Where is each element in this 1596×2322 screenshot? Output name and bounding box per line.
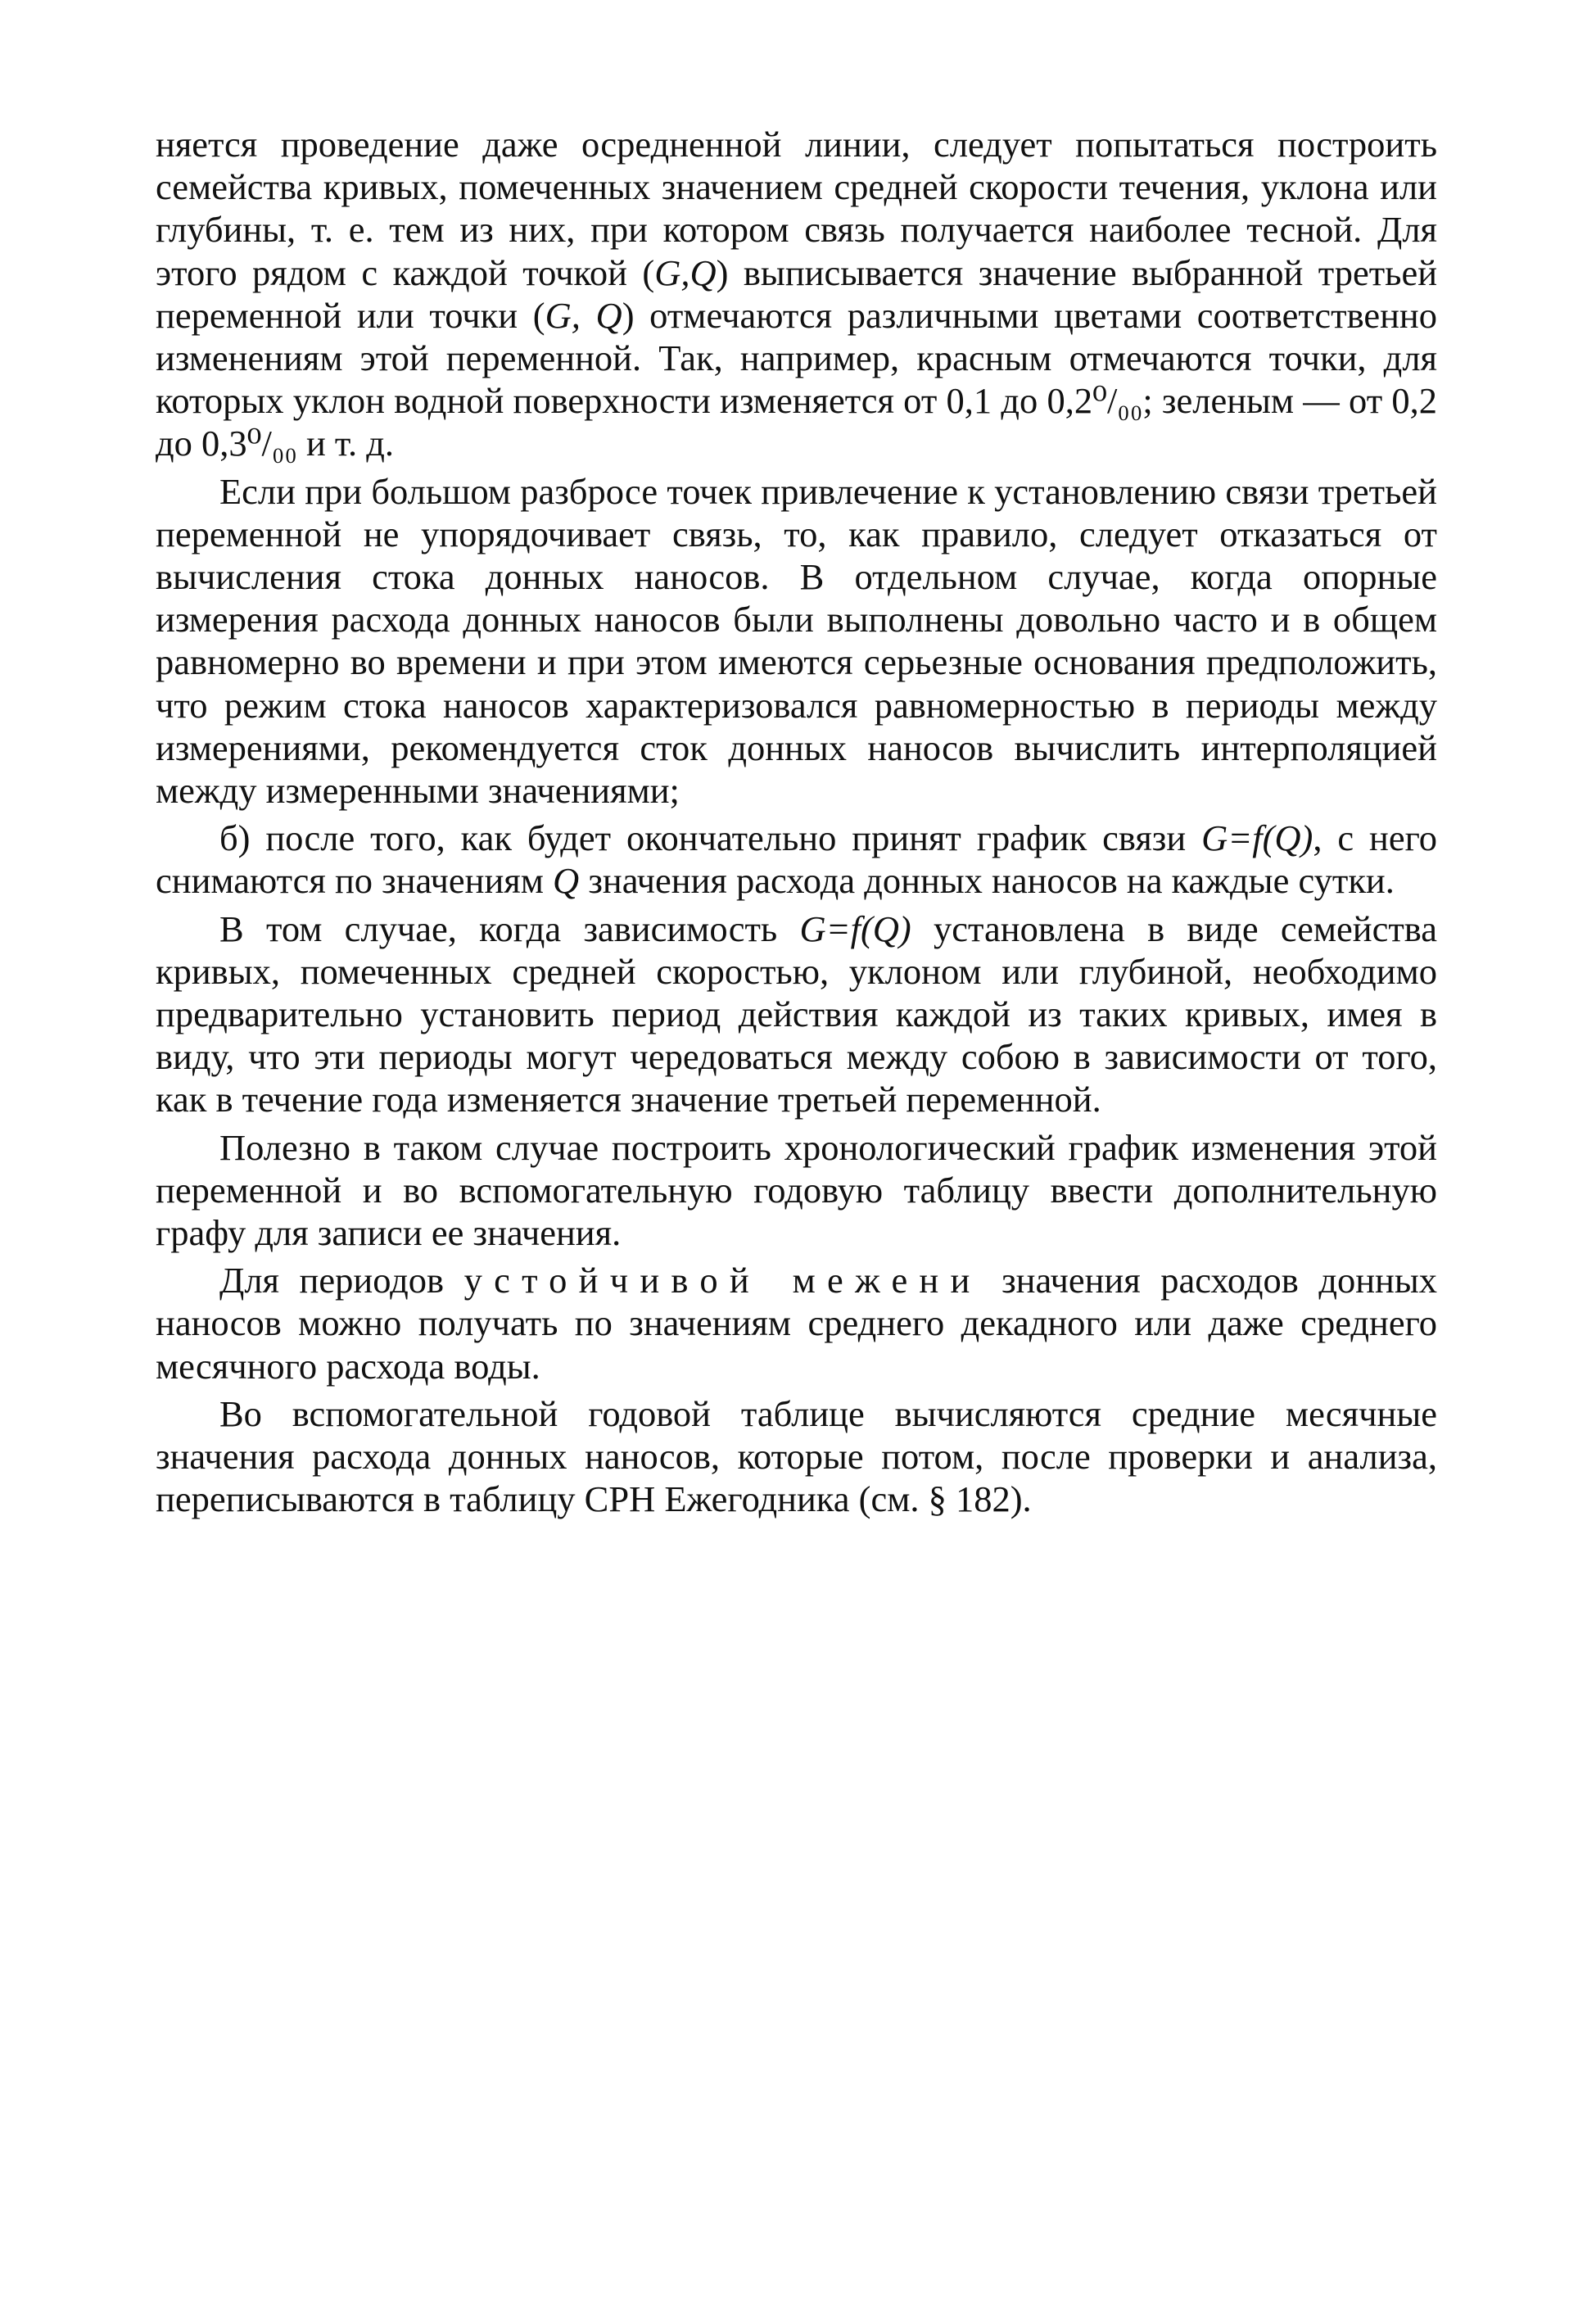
text-run: значения расходов донных наносов можно получать по значениям среднего декадного или даже среднего месячного расхода воды. <box>156 1260 1437 1387</box>
text-run: устойчивой межени <box>463 1260 982 1301</box>
text-run: G=f(Q) <box>799 908 911 949</box>
paragraph-5 <box>156 1126 1437 1255</box>
paragraph-3 <box>156 817 1437 902</box>
paragraph-6 <box>156 1259 1437 1387</box>
text-run: G, Q <box>545 294 622 336</box>
text-run: Если при большом разбросе точек привлечение к установлению связи третьей переменной не упорядочивает связь, то, как правило, следует отказаться от вычисления стока донных наносов. В отдельном случае, когда опорные измерения расхода донных наносов были выполнены довольно часто и в общем равномерно во времени и при этом имеются серьезные основания предположить, что режим стока наносов характеризовался равномерностью в периоды между измерениями, рекомендуется сток донных наносов вычислить интерполяцией между измеренными значениями; <box>156 470 1437 812</box>
text-run: Для периодов <box>219 1260 464 1301</box>
text-run: установлена в виде семейства кривых, помеченных средней скоростью, уклоном или глубиной, необходимо предварительно установить период действия каждой из таких кривых, имея в виду, что эти периоды могут чередоваться между собою в зависимости от того, как в течение года изменяется значение третьей переменной. <box>156 908 1437 1120</box>
text-run: В том случае, когда зависимость <box>219 908 800 949</box>
text-run: няется проведение даже осредненной линии, следует попытаться построить семейства кривых, помеченных значением средней скорости течения, уклона или глубины, т. е. тем из них, при котором связь получается наиболее тесной. Для этого рядом с каждой точкой ( <box>156 124 1437 293</box>
text-run: ) выписывается значение выбранной третьей переменной или точки ( <box>156 251 1438 336</box>
text-run: значения расхода донных наносов на каждые сутки. <box>579 860 1395 902</box>
text-run: ) отмечаются различными цветами соответственно изменениям этой переменной. Так, например, красным отмечаются точки, для которых уклон водной поверхности изменяется от 0,1 до 0,2⁰/₀₀; зеленым — от 0,2 до 0,3⁰/₀₀ и т. д. <box>156 294 1437 464</box>
text-run: , с него снимаются по значениям <box>156 817 1437 902</box>
text-run: G,Q <box>654 251 717 293</box>
text-run: G=f(Q) <box>1201 817 1313 859</box>
text-run: Q <box>553 860 580 902</box>
text-run: Полезно в таком случае построить хронологический график изменения этой переменной и во вспомогательную годовую таблицу ввести дополнительную графу для записи ее значения. <box>156 1126 1437 1254</box>
paragraph-4 <box>156 908 1437 1121</box>
paragraph-7 <box>156 1392 1437 1521</box>
paragraph-2 <box>156 470 1437 812</box>
text-run: Во вспомогательной годовой таблице вычисляются средние месячные значения расхода донных наносов, которые потом, после проверки и анализа, переписываются в таблицу СРН Ежегодника (см. § 182). <box>156 1392 1437 1520</box>
text-run: б) после того, как будет окончательно принят график связи <box>219 817 1202 859</box>
paragraph-1 <box>156 123 1437 465</box>
document-page <box>156 123 1437 1521</box>
